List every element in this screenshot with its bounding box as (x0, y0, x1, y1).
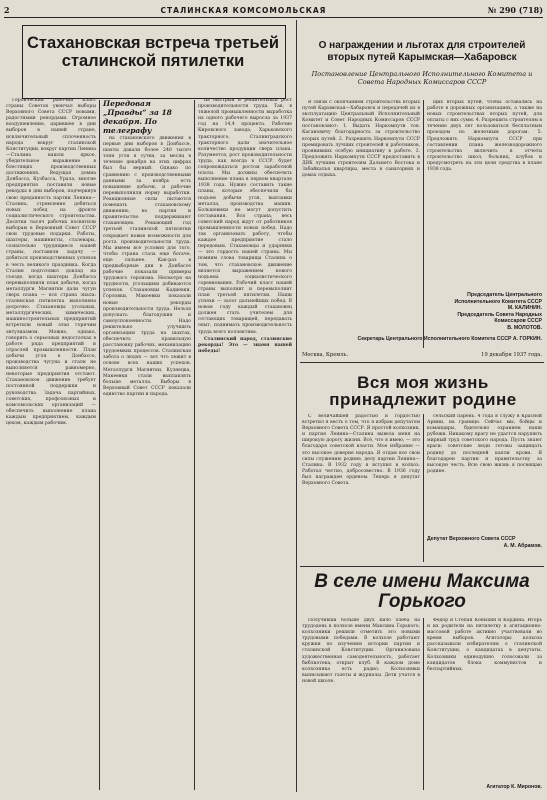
article4-col1-text: Получивши больше двух кило хлеба на трудодень в колхозе имени Максима Горького, колхозники решили отметить это новыми трудовыми победами. В колхозе работают кружки по изучению истории партии и сталинской Конституции. Организована художественная самодеятельность, работает библиотека, открыт клуб. В каждом доме колхозника есть радио. Колхозники выписывают газеты и журналы. Дети учатся в новой школе. (302, 618, 420, 684)
article3-col1 (302, 414, 420, 564)
column-divider (296, 20, 297, 792)
section-divider (300, 566, 544, 567)
article4-col2-text: Федор и Степан Коныхин и Кордина. Игорь и их родители на пятилетку в агитационно-массовой работе активно участвовали во время выборов. Агитаторы колхоза рассказывали избирателям о сталинской Конституции, о кандидатах в депутаты. Колхозники единодушно голосовали за кандидатов блока коммунистов и беспартийных. (427, 618, 542, 672)
date: 19 декабря 1937 года. (481, 352, 542, 358)
article3-col1-text: С величайшей радостью и гордостью встретил я весть о том, что я избран депутатом Верховного Совета СССР. Я простой колхозник, и партия Ленина—Сталина вывела меня на широкую дорогу жизни. Всё, что я имею, — это благодаря советской власти. Мое избрание — это высокое доверие народа. Я отдам все свои силы служению родине, делу партии Ленина—Сталина. В 1932 году я вступил в колхоз. Работал честно, добросовестно. В 1936 году был награжден орденом. Теперь я депутат Верховного Совета. (302, 414, 420, 487)
sig-name-2: В. МОЛОТОВ. (507, 324, 542, 331)
article1-col2 (103, 136, 191, 790)
article4-author: Агитатор К. Миронов. (486, 784, 542, 790)
column-divider (423, 618, 424, 790)
article2-col1-text: В связи с окончанием строительства вторых путей Карымская—Хабаровск и передачей их в эксплуатацию Центральный Исполнительный Комитет и Совет Народных Комиссаров СССР постановляют: 1. Выдать Наркомпути тов. Кагановичу благодарность за строительство вторых путей. 2. Разрешить Наркомпути СССР премировать лучших строителей и работников, проявивших особую инициативу в работе. 3. Предложить Наркомпути СССР предоставить в ДВК лучшим строителям Дальнего Востока и Забайкалья квартиры, места в санаториях и домах отдыха. (302, 100, 420, 179)
article2-secretary (302, 336, 542, 343)
article1-headline: Стахановская встреча третьей сталинской пятилетки (27, 34, 279, 70)
article2-col2 (427, 100, 542, 288)
column-divider (194, 100, 195, 790)
article4-headline: В селе имени Максима Горького (314, 571, 530, 612)
place: Москва, Кремль. (302, 352, 349, 358)
sig-role-2: Председатель Совета Народных Комиссаров СССР (457, 311, 542, 325)
column-divider (423, 414, 424, 562)
page-number: 2 (4, 5, 10, 15)
article2-col1 (302, 100, 420, 340)
article2-decree: Постановление Центрального Исполнительного Комитета и Совета Народных Комиссаров СССР (311, 70, 533, 86)
article3-col2 (427, 414, 542, 530)
article1-col3-text: на быстрый и решительный рост производительности труда. Так, в тяжелой промышленности выработка на одного рабочего выросла за 1937 год на 14,4 процента. Рабочие Кировского завода, Харьковского тракторного, Сталинградского тракторного дали значительное количество продукции сверх плана. Разумеется, рост производительности труда, как всегда в СССР, будет сопровождаться ростом заработной платы. Мы должны обеспечить выполнение плана в первом квартале 1938 года. Нужно составить такие планы, которые обеспечили бы подъем добычи угля, выплавки металла, производства машин. Большевики не могут допустить отставания. Вся страна, весь советский народ ждут от работников промышленности новых побед. Надо так организовать работу, чтобы каждое предприятие стало передовым. Стахановцы и ударники — это гордость нашей страны. Мы помним слова товарища Сталина о том, что стахановское движение является выражением нового подъема социалистического соревнования. Рабочий класс нашей страны выполнит и перевыполнит план третьей пятилетки. Наши успехи — залог дальнейших побед. В новом году каждый стахановец должен стать учителем для отстающих товарищей, передавать опыт, поднимать производительность труда всего коллектива. (198, 98, 292, 335)
author-name: А. М. Абрамов. (503, 542, 542, 549)
article2-signatures (427, 292, 542, 332)
article4-col2 (427, 618, 542, 780)
article3-col2-text: сельский парень. 4 года я служу в Красной Армии, на границе. Сейчас мы, бойцы и командиры, бдительно охраняем наши рубежи. Никакому врагу не удастся нарушить мирный труд советского народа. Пусть знают враги: советские люди готовы защищать родину до последней капли крови. Я благодарен партии и правительству за высокую честь. Всю свою жизнь я посвящаю родине. (427, 414, 542, 474)
article2-headline: О награждении и льготах для строителей вторых путей Карымская—Хабаровск (318, 40, 526, 63)
column-divider (99, 100, 100, 790)
article2-place-date (302, 352, 542, 358)
sig-name-1: М. КАЛИНИН. (507, 305, 542, 312)
paper-name: СТАЛИНСКАЯ КОМСОМОЛЬСКАЯ (160, 5, 327, 15)
issue-number: № 290 (718) (487, 5, 543, 15)
column-divider (423, 100, 424, 348)
article3-headline: Вся моя жизнь принадлежит родине (329, 373, 517, 409)
sig-name-3: А. ГОРКИН. (512, 336, 542, 342)
article1-dateline: Передовая „Правды“ за 18 декабря. По телеграфу (103, 99, 172, 135)
masthead (4, 3, 543, 18)
article1-col1-text: Героический рабочий класс страны Советов увенчал выборы Верховного Совета СССР новыми, радостными рекордами. Огромное воодушевление, царившее в дни выборов в нашей стране, исключительный сплоченность народа вокруг сталинской Конституции, вокруг партии Ленина—Сталина нашли яркое, убедительное выражение в блестящих производственных достижениях. Ведущая домна Донбасса, Кузбасса, Урала, многие предприятия поставили новые рекорды в дни выборов, подчеркнув свою преданность партии Ленина—Сталина, стремление добиться новых побед на фронте социалистического строительства. Десятки тысяч рабочих посвятили выборам в Верховный Совет СССР свои трудовые подарки. Работы, шахтеры, машинисты, сталевары, сознательно трудящиеся нашей страны, поставили задачу — добиться производственных успехов в честь великого праздника. Когда Сталин подготовил доклад на съезде, когда шахтеры Донбасса перевыполнили план добычи, когда металлурги Магнитки дали чугун сверх плана — вся страна знала: сталинская пятилетка выполнена досрочно. Стахановцы угольных, металлургических, химических, машиностроительных предприятий встретили новый этап горячим энтузиазмом. Можно, однако, говорить о серьезных недостатках в работе ряда предприятий и отраслей промышленности. План добычи угля в Донбассе, производства чугуна и стали не выполняется равномерно, некоторые предприятия отстают. Стахановское движение требует постоянной поддержки и руководства. Задача партийных, советских, профсоюзных и комсомольских организаций — обеспечить выполнение плана каждым предприятием, каждым цехом, каждым рабочим. (6, 98, 96, 426)
author-role: Депутат Верховного Совета СССР (427, 536, 516, 542)
sig-role-1: Председатель Центрального Исполнительного Комитета СССР (454, 292, 542, 305)
sig-role-3: Секретарь Центрального Исполнительного Комитета СССР (357, 336, 512, 342)
section-divider (300, 362, 544, 363)
article1-col3 (198, 98, 292, 790)
article1-col1 (6, 98, 96, 790)
article3-author (427, 536, 542, 549)
article1-col2-text: на стахановского движения в первые дни выборов в Донбассе, шахты давали более 240 тысяч тонн угля в сутки, за месяц в течение декабря на этих цифрах был бы верный. Однако по сравнению с производственными данными за ноябрь есть повышение добычи, и рабочие перевыполнили норму выработки. Реакционные силы пытаются помешать стахановскому движению, но партия и правительство поддерживают стахановцев. Решающий год третьей сталинской пятилетки открывает новые возможности для роста производительности труда. Мы имеем все условия для того, чтобы страна стала еще богаче, еще сильнее. Как-раз в предвыборные дни в Донбассе рабочие показали примеры трудового героизма. Несмотря на трудности, угольщики добиваются успехов. Стахановцы Кадиевки, Горловки, Макеевки показали новые рекорды производительности труда. Нельзя допускать благодушия и самоуспокоенности. Надо решительно улучшить организацию труда на шахтах, обеспечить правильную расстановку рабочих, механизацию трудоемких процессов. Сталинская забота о людях — вот что лежит в основе всех наших успехов. Металлурги Магнитки, Кузнецка, Макеевки стали выплавлять больше металла. Выборы в Верховный Совет СССР показали единство партии и народа. (103, 136, 191, 397)
article1-slogan: Сталинский народ, сталинские рекорды! Это — знамя нашей победы! (198, 336, 292, 354)
article2-col2-text: щих вторых путей, чтобы оставались на работе в дорожных организациях, а также на новых строительствах вторых путей, для оплаты с них сумм. 4. Разрешить строителям в течение двух лет пользоваться бесплатным проездом по железным дорогам. 5. Предложить Наркомпути СССР при составлении плана железнодорожного строительства включить в отчеты строительство школ, больниц, клубов и предусмотреть на эти цели средства в плане 1938 года. (427, 100, 542, 173)
article4-col1 (302, 618, 420, 790)
